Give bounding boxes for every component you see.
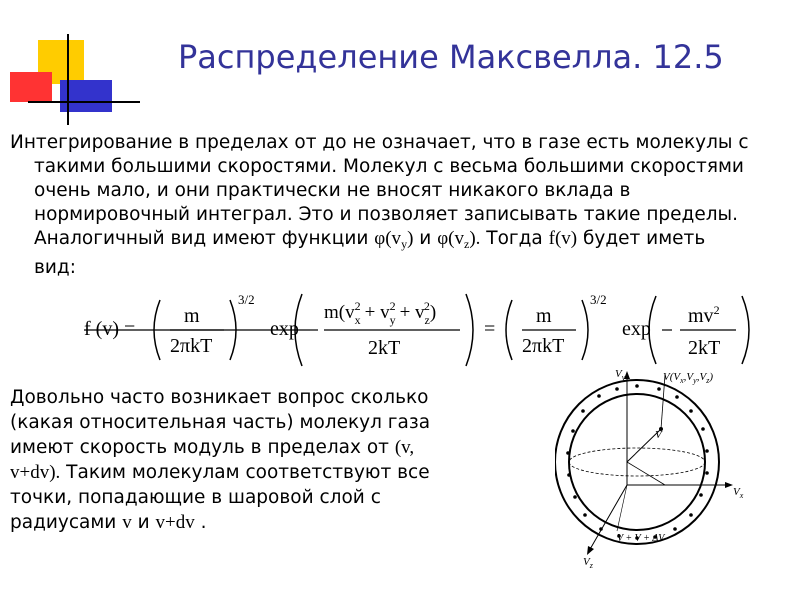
- math-run: (v,: [394, 437, 415, 458]
- paren: ): [407, 228, 414, 249]
- label-leader: [617, 485, 627, 531]
- exp-label: exp: [270, 318, 299, 340]
- radius-line: [627, 462, 665, 485]
- paragraph-line: [10, 435, 460, 460]
- paragraph-line: нормировочный интеграл. Это и позволяет записывать такие пределы.: [34, 204, 739, 225]
- subscript-z: z: [463, 237, 470, 251]
- vector-coords-label: $V(V_x,V_y,V_z)$: [663, 371, 713, 385]
- right-paren: [742, 296, 749, 364]
- v-label: V: [655, 429, 662, 441]
- text-run: и: [131, 512, 156, 533]
- fraction-num: m: [536, 305, 552, 327]
- paren: ).: [469, 228, 481, 249]
- phi-text: φ(v: [437, 228, 464, 249]
- inner-sphere: [569, 394, 705, 530]
- phi-vy: [374, 228, 413, 249]
- text-run: радиусами: [10, 512, 123, 533]
- vz-label: $V_z$: [583, 556, 593, 570]
- vx-label: $V_x$: [733, 486, 744, 500]
- velocity-sphere-diagram: [555, 365, 780, 570]
- slide-title: Распределение Максвелла. 12.5: [178, 38, 724, 76]
- vy-label: $V_y$: [615, 368, 626, 382]
- equals-sign: =: [484, 318, 496, 340]
- formula-lhs: f (v) =: [84, 318, 136, 340]
- fraction-den: 2kT: [688, 337, 721, 359]
- corner-decoration: [0, 0, 140, 130]
- shell-dots: [566, 384, 709, 540]
- math-run: v: [122, 512, 132, 533]
- left-paren: [506, 300, 512, 360]
- text-run: имеют скорость модуль в пределах от: [10, 437, 395, 458]
- text-run: и: [413, 228, 438, 249]
- paragraph-line: [10, 227, 800, 256]
- vz-arrow-icon: [587, 546, 594, 555]
- fraction-den: 2πkT: [522, 335, 565, 357]
- fraction-num: m: [184, 305, 200, 327]
- paragraph-line: (какая относительная часть) молекул газа: [10, 412, 431, 433]
- fraction-den: 2kT: [368, 337, 401, 359]
- math-run: v+dv).: [10, 462, 61, 483]
- text-run: будет иметь: [577, 228, 706, 249]
- paragraph-line: [10, 510, 460, 535]
- red-square: [10, 72, 52, 102]
- exp-label: exp: [622, 318, 651, 340]
- subscript-y: y: [401, 237, 408, 251]
- text-run: Тогда: [480, 228, 549, 249]
- right-paren: [466, 294, 473, 366]
- paragraph-line: вид:: [34, 257, 76, 278]
- intro-paragraph: [10, 131, 800, 280]
- numerator: $m(v_x2 + v_y2 + v_z2)$: [324, 299, 437, 327]
- paragraph-line: такими большими скоростями. Молекул с весьма большими скоростями: [34, 156, 744, 177]
- exponent: 3/2: [590, 292, 607, 307]
- outer-sphere: [555, 380, 719, 544]
- numerator: $mv^2$: [688, 303, 720, 327]
- phi-text: φ(v: [374, 228, 402, 249]
- paragraph-line: очень мало, и они практически не вносят никакого вклада в: [34, 180, 631, 201]
- shell-radius-label: V + V + ΔV: [617, 533, 665, 544]
- phi-vz: [437, 228, 480, 249]
- maxwell-formula: [84, 288, 788, 368]
- text-run: .: [194, 512, 207, 533]
- second-paragraph: [10, 385, 460, 535]
- text-run: Таким молекулам соответствуют все: [60, 462, 430, 483]
- text-run: Аналогичный вид имеют функции: [34, 228, 375, 249]
- f-of-v: f(v): [548, 228, 578, 249]
- paragraph-line: Интегрирование в пределах от до не означает, что в газе есть молекулы с: [10, 132, 749, 153]
- fraction-den: 2πkT: [170, 335, 213, 357]
- vx-arrow-icon: [725, 482, 733, 488]
- math-run: v+dv: [155, 512, 195, 533]
- paragraph-line: Довольно часто возникает вопрос сколько: [10, 387, 429, 408]
- exponent: 3/2: [238, 292, 255, 307]
- right-paren: [582, 300, 588, 360]
- paragraph-line: [10, 460, 460, 485]
- paragraph-line: точки, попадающие в шаровой слой с: [10, 487, 381, 508]
